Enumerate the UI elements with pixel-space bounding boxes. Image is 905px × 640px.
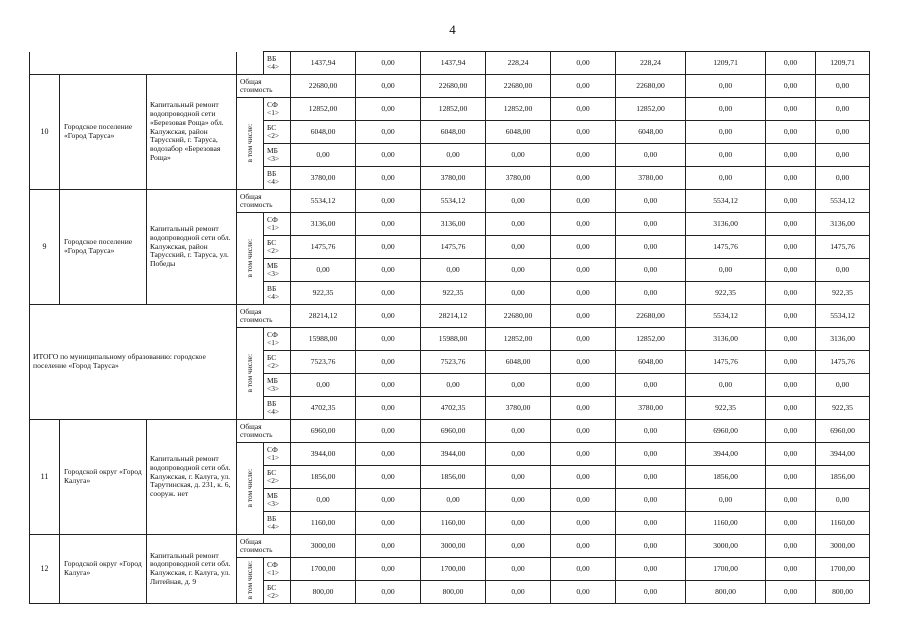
value-cell: 0,00	[616, 443, 686, 466]
table-row	[30, 305, 870, 328]
value-cell: 0,00	[356, 535, 421, 558]
value-cell: 7523,76	[291, 351, 356, 374]
source-label: ВБ <4>	[264, 282, 291, 305]
value-cell: 1160,00	[421, 512, 486, 535]
value-cell: 0,00	[421, 489, 486, 512]
value-cell: 922,35	[816, 282, 870, 305]
source-label: ВБ <4>	[264, 167, 291, 190]
value-cell: 0,00	[766, 282, 816, 305]
value-cell: 22680,00	[291, 75, 356, 98]
incl-label-cell	[237, 328, 264, 420]
value-cell: 3136,00	[291, 213, 356, 236]
row-number: 12	[30, 535, 60, 604]
value-cell: 6960,00	[816, 420, 870, 443]
value-cell: 0,00	[356, 52, 421, 75]
value-cell: 22680,00	[616, 305, 686, 328]
value-cell: 0,00	[766, 75, 816, 98]
value-cell: 0,00	[356, 236, 421, 259]
value-cell: 1856,00	[291, 466, 356, 489]
value-cell: 0,00	[616, 581, 686, 604]
value-cell: 0,00	[551, 581, 616, 604]
value-cell: 0,00	[486, 213, 551, 236]
value-cell: 0,00	[486, 282, 551, 305]
value-cell: 0,00	[616, 374, 686, 397]
value-cell: 0,00	[551, 512, 616, 535]
value-cell: 0,00	[356, 144, 421, 167]
value-cell: 0,00	[551, 121, 616, 144]
value-cell: 15988,00	[291, 328, 356, 351]
value-cell: 0,00	[551, 75, 616, 98]
incl-label-cell	[237, 98, 264, 190]
value-cell: 12852,00	[486, 98, 551, 121]
source-label: СФ <1>	[264, 98, 291, 121]
value-cell: 800,00	[421, 581, 486, 604]
value-cell: 0,00	[766, 305, 816, 328]
table-row	[30, 535, 870, 558]
source-label: Общая стоимость	[237, 75, 291, 98]
value-cell: 0,00	[686, 144, 766, 167]
value-cell: 0,00	[616, 144, 686, 167]
value-cell: 1437,94	[291, 52, 356, 75]
incl-label: в том числе:	[244, 124, 254, 163]
value-cell: 0,00	[291, 144, 356, 167]
source-label: МБ <3>	[264, 259, 291, 282]
value-cell: 1160,00	[686, 512, 766, 535]
value-cell: 6960,00	[686, 420, 766, 443]
source-label: ВБ <4>	[264, 397, 291, 420]
value-cell: 0,00	[766, 535, 816, 558]
source-label: ВБ <4>	[264, 512, 291, 535]
value-cell: 922,35	[686, 282, 766, 305]
value-cell: 0,00	[356, 121, 421, 144]
value-cell: 0,00	[816, 121, 870, 144]
value-cell: 1475,76	[421, 236, 486, 259]
value-cell: 1475,76	[686, 351, 766, 374]
incl-label: в том числе:	[244, 469, 254, 508]
value-cell: 3000,00	[816, 535, 870, 558]
value-cell: 0,00	[766, 328, 816, 351]
value-cell: 0,00	[356, 351, 421, 374]
value-cell: 0,00	[356, 75, 421, 98]
value-cell: 3944,00	[686, 443, 766, 466]
value-cell: 0,00	[766, 167, 816, 190]
source-label: СФ <1>	[264, 443, 291, 466]
municipality: Городское поселение «Город Таруса»	[60, 190, 147, 305]
value-cell: 0,00	[816, 167, 870, 190]
source-label: Общая стоимость	[237, 420, 291, 443]
value-cell: 0,00	[551, 558, 616, 581]
value-cell: 0,00	[551, 420, 616, 443]
value-cell: 3780,00	[486, 167, 551, 190]
value-cell: 0,00	[686, 374, 766, 397]
value-cell: 0,00	[486, 489, 551, 512]
value-cell: 4702,35	[421, 397, 486, 420]
value-cell: 0,00	[356, 282, 421, 305]
value-cell: 0,00	[356, 443, 421, 466]
source-label: МБ <3>	[264, 489, 291, 512]
value-cell: 0,00	[486, 443, 551, 466]
table-row	[30, 420, 870, 443]
incl-label-cell	[237, 558, 264, 604]
value-cell: 1160,00	[291, 512, 356, 535]
value-cell: 5534,12	[291, 190, 356, 213]
value-cell: 28214,12	[421, 305, 486, 328]
value-cell: 0,00	[486, 236, 551, 259]
value-cell: 0,00	[686, 98, 766, 121]
table-row	[30, 75, 870, 98]
source-label: Общая стоимость	[237, 190, 291, 213]
total-label: ИТОГО по муниципальному образованию: городское поселение «Город Таруса»	[30, 305, 237, 420]
row-number: 9	[30, 190, 60, 305]
value-cell: 3136,00	[816, 328, 870, 351]
value-cell: 5534,12	[686, 190, 766, 213]
incl-label: в том числе:	[244, 561, 254, 600]
value-cell: 0,00	[291, 374, 356, 397]
value-cell: 0,00	[356, 489, 421, 512]
value-cell: 1700,00	[816, 558, 870, 581]
value-cell: 1160,00	[816, 512, 870, 535]
incl-label: в том числе:	[244, 239, 254, 278]
value-cell: 0,00	[356, 512, 421, 535]
value-cell: 1856,00	[816, 466, 870, 489]
value-cell: 0,00	[551, 190, 616, 213]
value-cell: 0,00	[421, 144, 486, 167]
value-cell: 0,00	[766, 512, 816, 535]
value-cell: 0,00	[616, 558, 686, 581]
value-cell: 922,35	[816, 397, 870, 420]
value-cell: 1209,71	[686, 52, 766, 75]
value-cell: 0,00	[766, 259, 816, 282]
value-cell: 0,00	[616, 190, 686, 213]
value-cell: 1700,00	[291, 558, 356, 581]
value-cell: 0,00	[551, 167, 616, 190]
value-cell: 0,00	[686, 75, 766, 98]
value-cell: 12852,00	[616, 98, 686, 121]
value-cell: 0,00	[616, 420, 686, 443]
value-cell: 1475,76	[291, 236, 356, 259]
value-cell: 800,00	[291, 581, 356, 604]
value-cell: 0,00	[766, 581, 816, 604]
value-cell: 15988,00	[421, 328, 486, 351]
object-description: Капитальный ремонт водопроводной сети обл. Калужская, г. Калуга, ул. Тарутинская, д. 231, к. 6, сооруж. нет	[147, 420, 237, 535]
value-cell: 3944,00	[816, 443, 870, 466]
value-cell: 6048,00	[486, 351, 551, 374]
value-cell: 0,00	[551, 535, 616, 558]
value-cell: 0,00	[766, 397, 816, 420]
value-cell: 0,00	[486, 466, 551, 489]
value-cell: 0,00	[816, 98, 870, 121]
value-cell: 0,00	[766, 489, 816, 512]
value-cell: 6048,00	[616, 121, 686, 144]
value-cell: 0,00	[356, 259, 421, 282]
value-cell: 0,00	[816, 75, 870, 98]
value-cell: 0,00	[356, 98, 421, 121]
value-cell: 0,00	[486, 420, 551, 443]
value-cell: 0,00	[816, 489, 870, 512]
value-cell: 12852,00	[616, 328, 686, 351]
value-cell: 0,00	[486, 535, 551, 558]
value-cell: 12852,00	[291, 98, 356, 121]
value-cell: 1209,71	[816, 52, 870, 75]
value-cell: 0,00	[551, 328, 616, 351]
value-cell: 3136,00	[421, 213, 486, 236]
page-number: 4	[449, 22, 456, 37]
value-cell: 5534,12	[816, 305, 870, 328]
value-cell: 1437,94	[421, 52, 486, 75]
value-cell: 0,00	[486, 144, 551, 167]
value-cell: 0,00	[616, 282, 686, 305]
source-label: ВБ <4>	[264, 52, 291, 75]
value-cell: 22680,00	[616, 75, 686, 98]
value-cell: 922,35	[291, 282, 356, 305]
value-cell: 5534,12	[686, 305, 766, 328]
value-cell: 0,00	[551, 466, 616, 489]
value-cell: 0,00	[816, 259, 870, 282]
value-cell: 22680,00	[421, 75, 486, 98]
value-cell: 0,00	[616, 512, 686, 535]
value-cell: 0,00	[551, 443, 616, 466]
value-cell: 0,00	[766, 351, 816, 374]
value-cell: 3780,00	[616, 167, 686, 190]
value-cell: 228,24	[616, 52, 686, 75]
value-cell: 0,00	[686, 259, 766, 282]
value-cell: 0,00	[551, 213, 616, 236]
value-cell: 0,00	[816, 374, 870, 397]
value-cell: 0,00	[356, 328, 421, 351]
source-label: БС <2>	[264, 236, 291, 259]
value-cell: 1700,00	[686, 558, 766, 581]
value-cell: 22680,00	[486, 75, 551, 98]
value-cell: 6960,00	[291, 420, 356, 443]
value-cell: 0,00	[551, 98, 616, 121]
value-cell: 0,00	[766, 52, 816, 75]
value-cell: 228,24	[486, 52, 551, 75]
value-cell: 0,00	[421, 374, 486, 397]
value-cell: 0,00	[356, 213, 421, 236]
continuation-blank	[30, 52, 237, 75]
value-cell: 0,00	[486, 581, 551, 604]
value-cell: 3000,00	[421, 535, 486, 558]
table-row	[30, 52, 870, 75]
value-cell: 0,00	[766, 236, 816, 259]
source-label: БС <2>	[264, 466, 291, 489]
value-cell: 922,35	[421, 282, 486, 305]
value-cell: 0,00	[551, 52, 616, 75]
source-label: СФ <1>	[264, 328, 291, 351]
value-cell: 0,00	[551, 282, 616, 305]
source-label: МБ <3>	[264, 374, 291, 397]
object-description: Капитальный ремонт водопроводной сети «Березовая Роща» обл. Калужская, район Тарусский, г. Таруса, водозабор «Березовая Роща»	[147, 75, 237, 190]
value-cell: 0,00	[356, 581, 421, 604]
value-cell: 0,00	[616, 535, 686, 558]
continuation-blank	[237, 52, 264, 75]
value-cell: 6048,00	[486, 121, 551, 144]
value-cell: 0,00	[766, 190, 816, 213]
value-cell: 0,00	[551, 259, 616, 282]
municipality: Городской округ «Город Калуга»	[60, 535, 147, 604]
source-label: Общая стоимость	[237, 305, 291, 328]
value-cell: 4702,35	[291, 397, 356, 420]
source-label: СФ <1>	[264, 558, 291, 581]
value-cell: 0,00	[551, 489, 616, 512]
incl-label: в том числе:	[244, 354, 254, 393]
value-cell: 3000,00	[291, 535, 356, 558]
value-cell: 0,00	[766, 144, 816, 167]
value-cell: 0,00	[486, 259, 551, 282]
incl-label-cell	[237, 213, 264, 305]
source-label: СФ <1>	[264, 213, 291, 236]
value-cell: 0,00	[616, 489, 686, 512]
value-cell: 0,00	[616, 213, 686, 236]
value-cell: 0,00	[551, 236, 616, 259]
value-cell: 3136,00	[816, 213, 870, 236]
value-cell: 0,00	[766, 420, 816, 443]
value-cell: 0,00	[686, 167, 766, 190]
value-cell: 3000,00	[686, 535, 766, 558]
value-cell: 0,00	[551, 351, 616, 374]
value-cell: 1475,76	[686, 236, 766, 259]
value-cell: 0,00	[551, 305, 616, 328]
source-label: БС <2>	[264, 121, 291, 144]
value-cell: 0,00	[551, 397, 616, 420]
value-cell: 1856,00	[686, 466, 766, 489]
value-cell: 7523,76	[421, 351, 486, 374]
object-description: Капитальный ремонт водопроводной сети обл. Калужская, г. Калуга, ул. Литейная, д. 9	[147, 535, 237, 604]
value-cell: 0,00	[766, 374, 816, 397]
value-cell: 0,00	[356, 305, 421, 328]
value-cell: 1475,76	[816, 351, 870, 374]
value-cell: 3944,00	[291, 443, 356, 466]
value-cell: 1856,00	[421, 466, 486, 489]
value-cell: 922,35	[686, 397, 766, 420]
incl-label-cell	[237, 443, 264, 535]
value-cell: 0,00	[291, 489, 356, 512]
value-cell: 0,00	[616, 236, 686, 259]
value-cell: 3136,00	[686, 213, 766, 236]
value-cell: 0,00	[356, 558, 421, 581]
value-cell: 0,00	[766, 443, 816, 466]
value-cell: 0,00	[356, 190, 421, 213]
source-label: БС <2>	[264, 351, 291, 374]
value-cell: 3780,00	[486, 397, 551, 420]
source-label: БС <2>	[264, 581, 291, 604]
value-cell: 3780,00	[291, 167, 356, 190]
value-cell: 0,00	[766, 121, 816, 144]
value-cell: 0,00	[766, 98, 816, 121]
municipality: Городское поселение «Город Таруса»	[60, 75, 147, 190]
value-cell: 0,00	[356, 397, 421, 420]
value-cell: 0,00	[421, 259, 486, 282]
value-cell: 0,00	[816, 144, 870, 167]
value-cell: 6048,00	[616, 351, 686, 374]
value-cell: 6960,00	[421, 420, 486, 443]
value-cell: 800,00	[686, 581, 766, 604]
source-label: Общая стоимость	[237, 535, 291, 558]
row-number: 10	[30, 75, 60, 190]
value-cell: 0,00	[486, 374, 551, 397]
value-cell: 12852,00	[486, 328, 551, 351]
value-cell: 3136,00	[686, 328, 766, 351]
value-cell: 1475,76	[816, 236, 870, 259]
municipality: Городской округ «Город Калуга»	[60, 420, 147, 535]
value-cell: 0,00	[616, 259, 686, 282]
value-cell: 3780,00	[421, 167, 486, 190]
value-cell: 1700,00	[421, 558, 486, 581]
value-cell: 0,00	[686, 121, 766, 144]
value-cell: 0,00	[766, 466, 816, 489]
value-cell: 0,00	[686, 489, 766, 512]
table-row	[30, 190, 870, 213]
value-cell: 3944,00	[421, 443, 486, 466]
value-cell: 3780,00	[616, 397, 686, 420]
value-cell: 0,00	[551, 374, 616, 397]
row-number: 11	[30, 420, 60, 535]
value-cell: 0,00	[486, 512, 551, 535]
financing-table	[29, 51, 870, 604]
value-cell: 6048,00	[291, 121, 356, 144]
value-cell: 800,00	[816, 581, 870, 604]
value-cell: 0,00	[291, 259, 356, 282]
value-cell: 0,00	[356, 466, 421, 489]
value-cell: 0,00	[766, 558, 816, 581]
value-cell: 6048,00	[421, 121, 486, 144]
value-cell: 0,00	[356, 420, 421, 443]
value-cell: 0,00	[356, 167, 421, 190]
value-cell: 22680,00	[486, 305, 551, 328]
source-label: МБ <3>	[264, 144, 291, 167]
value-cell: 0,00	[486, 190, 551, 213]
value-cell: 0,00	[766, 213, 816, 236]
object-description: Капитальный ремонт водопроводной сети обл. Калужская, район Тарусский, г. Таруса, ул. Победы	[147, 190, 237, 305]
value-cell: 0,00	[551, 144, 616, 167]
value-cell: 5534,12	[421, 190, 486, 213]
value-cell: 0,00	[356, 374, 421, 397]
value-cell: 28214,12	[291, 305, 356, 328]
value-cell: 0,00	[486, 558, 551, 581]
value-cell: 12852,00	[421, 98, 486, 121]
value-cell: 0,00	[616, 466, 686, 489]
value-cell: 5534,12	[816, 190, 870, 213]
